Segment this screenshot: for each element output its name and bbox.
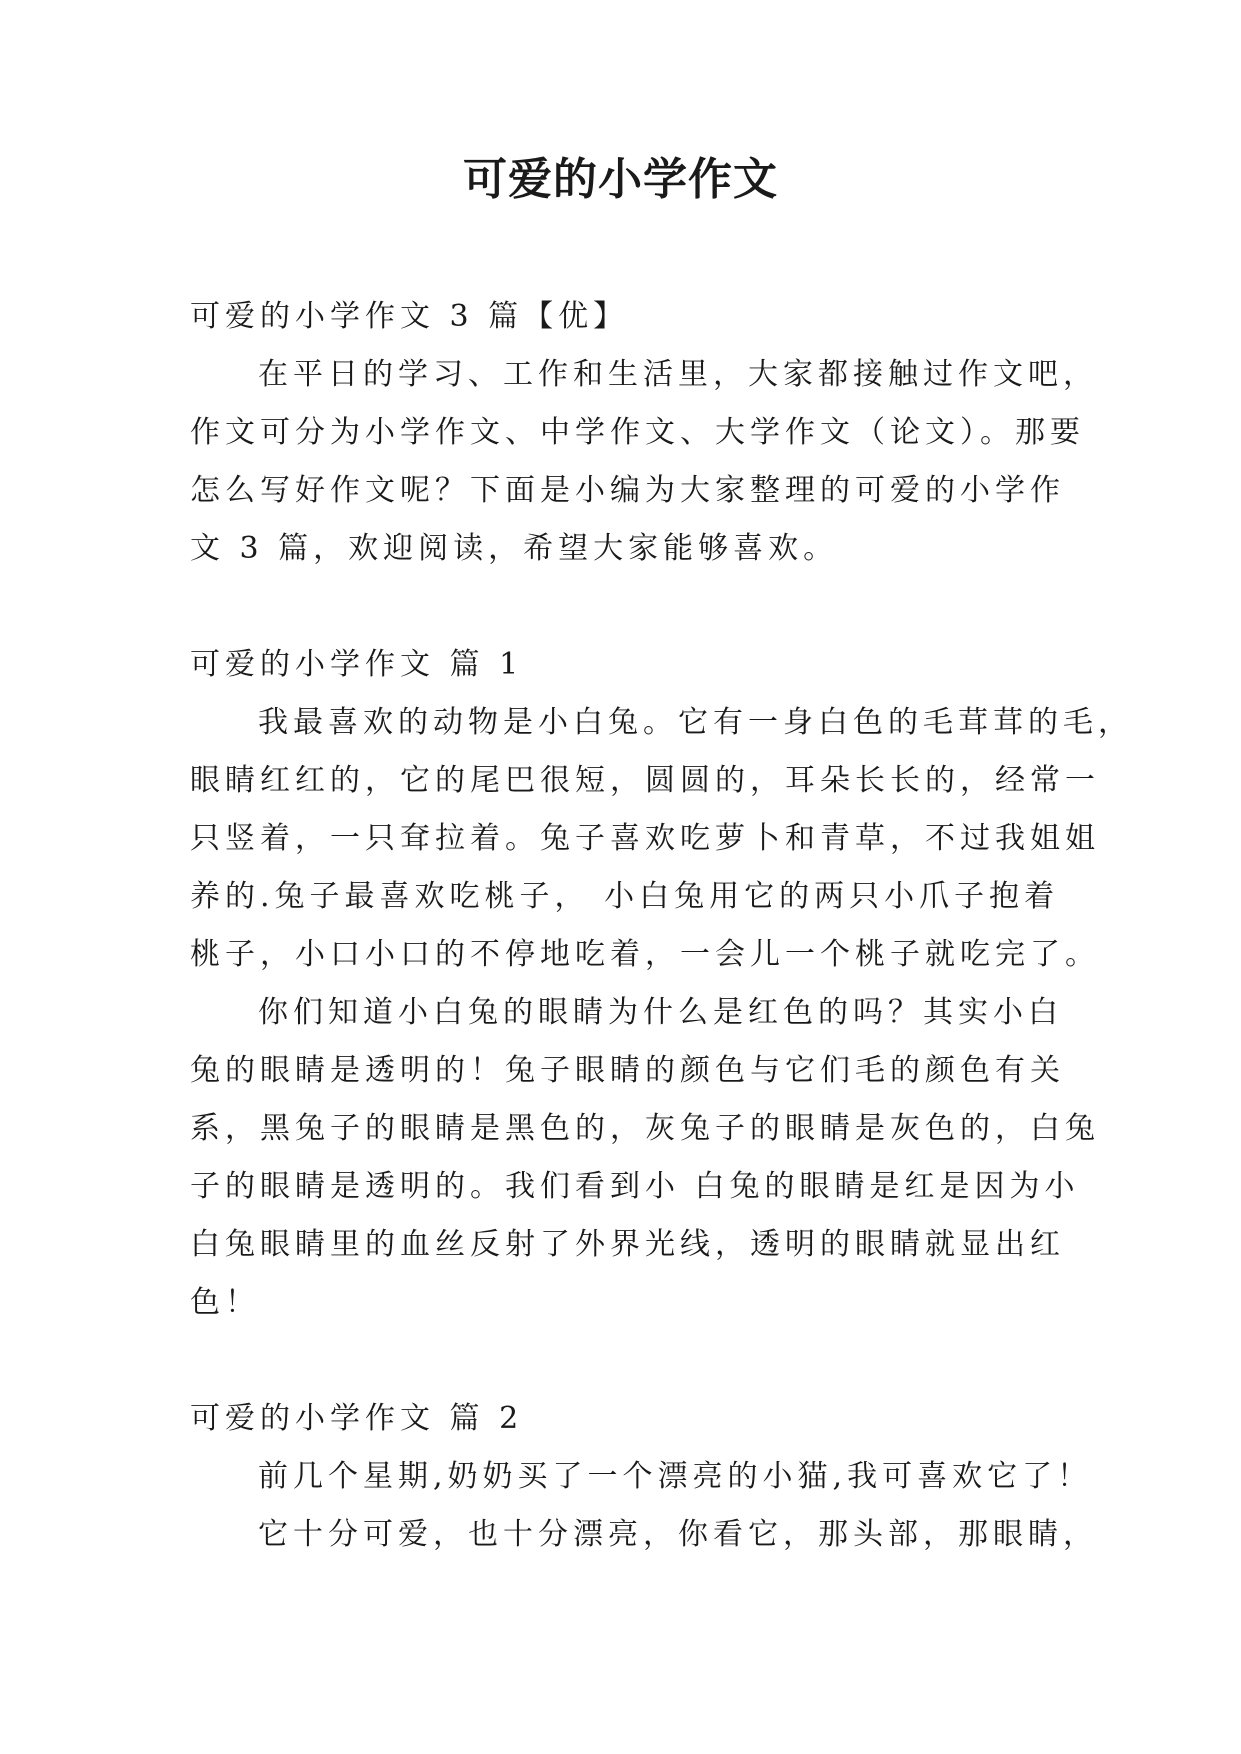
text-line: 它十分可爱，也十分漂亮，你看它，那头部，那眼睛，: [258, 1517, 1098, 1552]
essay-1: [190, 636, 1133, 1332]
essay-2: [190, 1390, 1098, 1564]
text-line: 我最喜欢的动物是小白兔。它有一身白色的毛茸茸的毛，: [258, 705, 1133, 740]
text-line: 文 3 篇，欢迎阅读，希望大家能够喜欢。: [190, 531, 839, 566]
spacer: [190, 1332, 1070, 1390]
text-line: 桃子，小口小口的不停地吃着，一会儿一个桃子就吃完了。: [190, 937, 1100, 972]
essay-paragraph: [190, 984, 1100, 1332]
document-body: [190, 288, 1133, 1564]
collection-subtitle: 可爱的小学作文 3 篇【优】: [190, 299, 629, 334]
text-line: 你们知道小白兔的眼睛为什么是红色的吗？其实小白: [258, 995, 1063, 1030]
text-line: 作文可分为小学作文、中学作文、大学作文（论文）。那要: [190, 415, 1085, 450]
text-line: 前几个星期,奶奶买了一个漂亮的小猫,我可喜欢它了！: [258, 1459, 1093, 1494]
text-line: 只竖着，一只耷拉着。兔子喜欢吃萝卜和青草，不过我姐姐: [190, 821, 1100, 856]
spacer: [190, 578, 1070, 636]
text-line: 养的.兔子最喜欢吃桃子， 小白兔用它的两只小爪子抱着: [190, 879, 1060, 914]
text-line: 子的眼睛是透明的。我们看到小 白兔的眼睛是红是因为小: [190, 1169, 1080, 1204]
text-line: 系，黑兔子的眼睛是黑色的，灰兔子的眼睛是灰色的，白兔: [190, 1111, 1100, 1146]
text-line: 兔的眼睛是透明的！兔子眼睛的颜色与它们毛的颜色有关: [190, 1053, 1065, 1088]
essay-heading: 可爱的小学作文 篇 2: [190, 1401, 524, 1436]
intro-paragraph: [190, 346, 1098, 578]
document-title: 可爱的小学作文: [463, 154, 778, 205]
text-line: 怎么写好作文呢？下面是小编为大家整理的可爱的小学作: [190, 473, 1065, 508]
text-line: 眼睛红红的，它的尾巴很短，圆圆的，耳朵长长的，经常一: [190, 763, 1100, 798]
text-line: 色！: [190, 1285, 260, 1320]
essay-heading: 可爱的小学作文 篇 1: [190, 647, 524, 682]
text-line: 白兔眼睛里的血丝反射了外界光线，透明的眼睛就显出红: [190, 1227, 1065, 1262]
essay-paragraph: [190, 694, 1133, 984]
text-line: 在平日的学习、工作和生活里，大家都接触过作文吧，: [258, 357, 1098, 392]
